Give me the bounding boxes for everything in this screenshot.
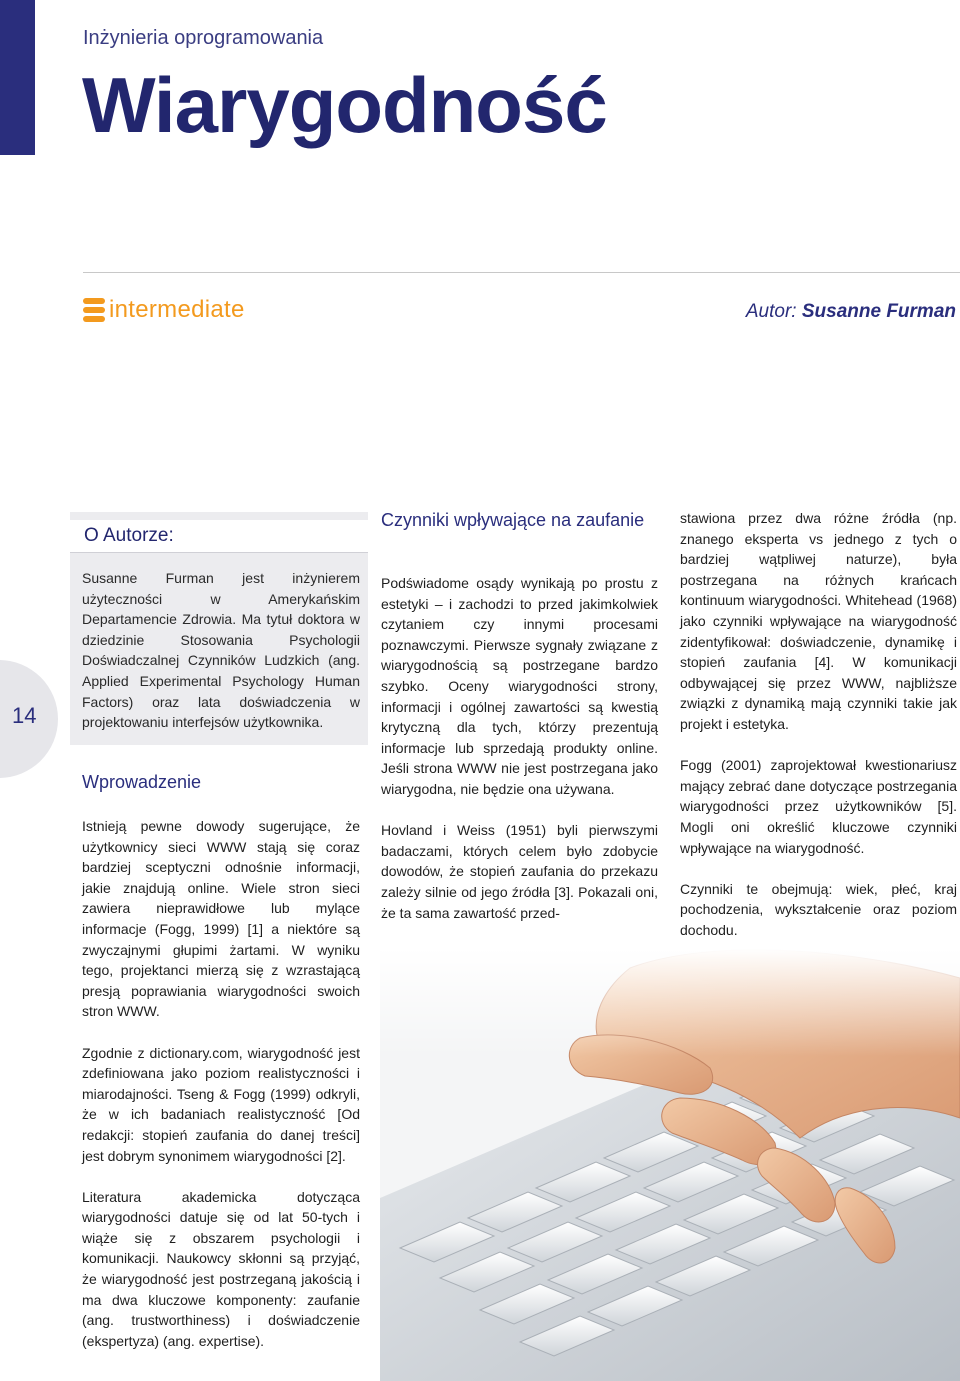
about-author-text: Susanne Furman jest inżynierem użyteczności w Amerykańskim Departamencie Zdrowia. Ma tytuł doktora w dziedzinie Stosowania Psychologii Doświadczalnej Czynników Ludzkich (ang. Applied Experimental Psychology Human Factors) oraz lata doświadczenia w projektowaniu interfejsów użytkownika. — [82, 570, 360, 731]
page-number: 14 — [12, 703, 37, 728]
continuation-paragraph: Fogg (2001) zaprojektował kwestionariusz mający zebrać dane dotyczące postrzegania wiarygodności przez użytkowników [5]. Mogli oni określić kluczowe czynniki wpływające na wiarygodność. — [680, 757, 957, 856]
continuation-paragraph: stawiona przez dwa różne źródła (np. znanego eksperta vs jednego z tych o bardziej wątpliwej naturze), była postrzegana na różnych krańcach kontinuum wiarygodności. Whitehead (1968) jako czynniki wpływające na wiarygodność zidentyfikował: doświadczenie, dynamikę i stopień zaufania [4]. W komunikacji odbywającej się przez WWW, najbliższe związki z dynamiką mają czynniki takie jak projekt i estetyka. — [680, 510, 957, 732]
article-headline: Wiarygodność — [82, 61, 607, 149]
intro-paragraph: Literatura akademicka dotycząca wiarygodności datuje się od lat 50-tych i wiąże się z obszarem psychologii i komunikacji. Naukowcy skłonni są przyjąć, że wiarygodność jest postrzeganą jakością i ma dwa kluczowe komponenty: zaufanie (ang. trustworthiness) i doświadczenie (ekspertyza) (ang. expertise). — [82, 1188, 360, 1349]
section-title: Inżynieria oprogramowania — [83, 27, 324, 49]
factors-paragraph: Podświadome osądy wynikają po prostu z estetyki – i zachodzi to przed jakimkolwiek czytaniem czy innymi procesami poznawczymi. Pierwsze sygnały związane z wiarygodnością są postrzegane bardzo szybko. Oceny wiarygodności strony, informacji i ogólnej zawartości są kwestią krytyczną dla tych, którzy prezentują informacje lub sprzedają produkty online. Jeśli strona WWW nie jest postrzegana jako wiarygodna, nie będzie ona używana. — [381, 575, 658, 797]
intro-column — [82, 816, 360, 1372]
accent-bar — [0, 0, 35, 155]
continuation-column — [680, 508, 957, 961]
header-divider — [83, 272, 960, 273]
author-prefix: Autor: — [745, 301, 797, 322]
author-line — [746, 301, 956, 323]
intro-paragraph: Zgodnie z dictionary.com, wiarygodność jest zdefiniowana jako poziom realistyczności i miarodajności. Tseng & Fogg (1999) odkryli, że w ich badaniach realistyczność [Od redakcji: stopień zaufania do danej treści] jest dobrym synonimem wiarygodności [2]. — [82, 1044, 360, 1164]
stacked-bars-icon — [83, 298, 105, 322]
level-badge — [83, 296, 245, 324]
author-name: Susanne Furman — [801, 301, 956, 322]
level-label: intermediate — [109, 296, 245, 323]
about-author-title: O Autorze: — [84, 525, 174, 546]
factors-column — [381, 573, 658, 944]
intro-heading: Wprowadzenie — [82, 772, 202, 792]
factors-paragraph: Hovland i Weiss (1951) byli pierwszymi badaczami, których celem było zdobycie dowodów, że stopień zaufania do przekazu zależy silnie od jego źródła [3]. Pokazali oni, że ta sama zawartość przed- — [381, 822, 658, 921]
hands-typing-on-keyboard-photo — [380, 948, 960, 1381]
intro-paragraph: Istnieją pewne dowody sugerujące, że użytkownicy sieci WWW stają się coraz bardziej sceptyczni odnośnie informacji, jakie znajdują online. Wiele stron sieci zawiera nieprawidłowe lub mylące informacje (Fogg, 1999) [1] a niektóre są zwyczajnymi głupimi żartami. W wyniku tego, projektanci mierzą się z wzrastającą presją poprawiania wiarygodności swoich stron WWW. — [82, 818, 360, 1020]
about-author-title-bar — [70, 520, 368, 553]
factors-heading: Czynniki wpływające na zaufanie — [381, 510, 645, 530]
continuation-paragraph: Czynniki te obejmują: wiek, płeć, kraj pochodzenia, wykształcenie oraz poziom dochodu. — [680, 880, 957, 938]
